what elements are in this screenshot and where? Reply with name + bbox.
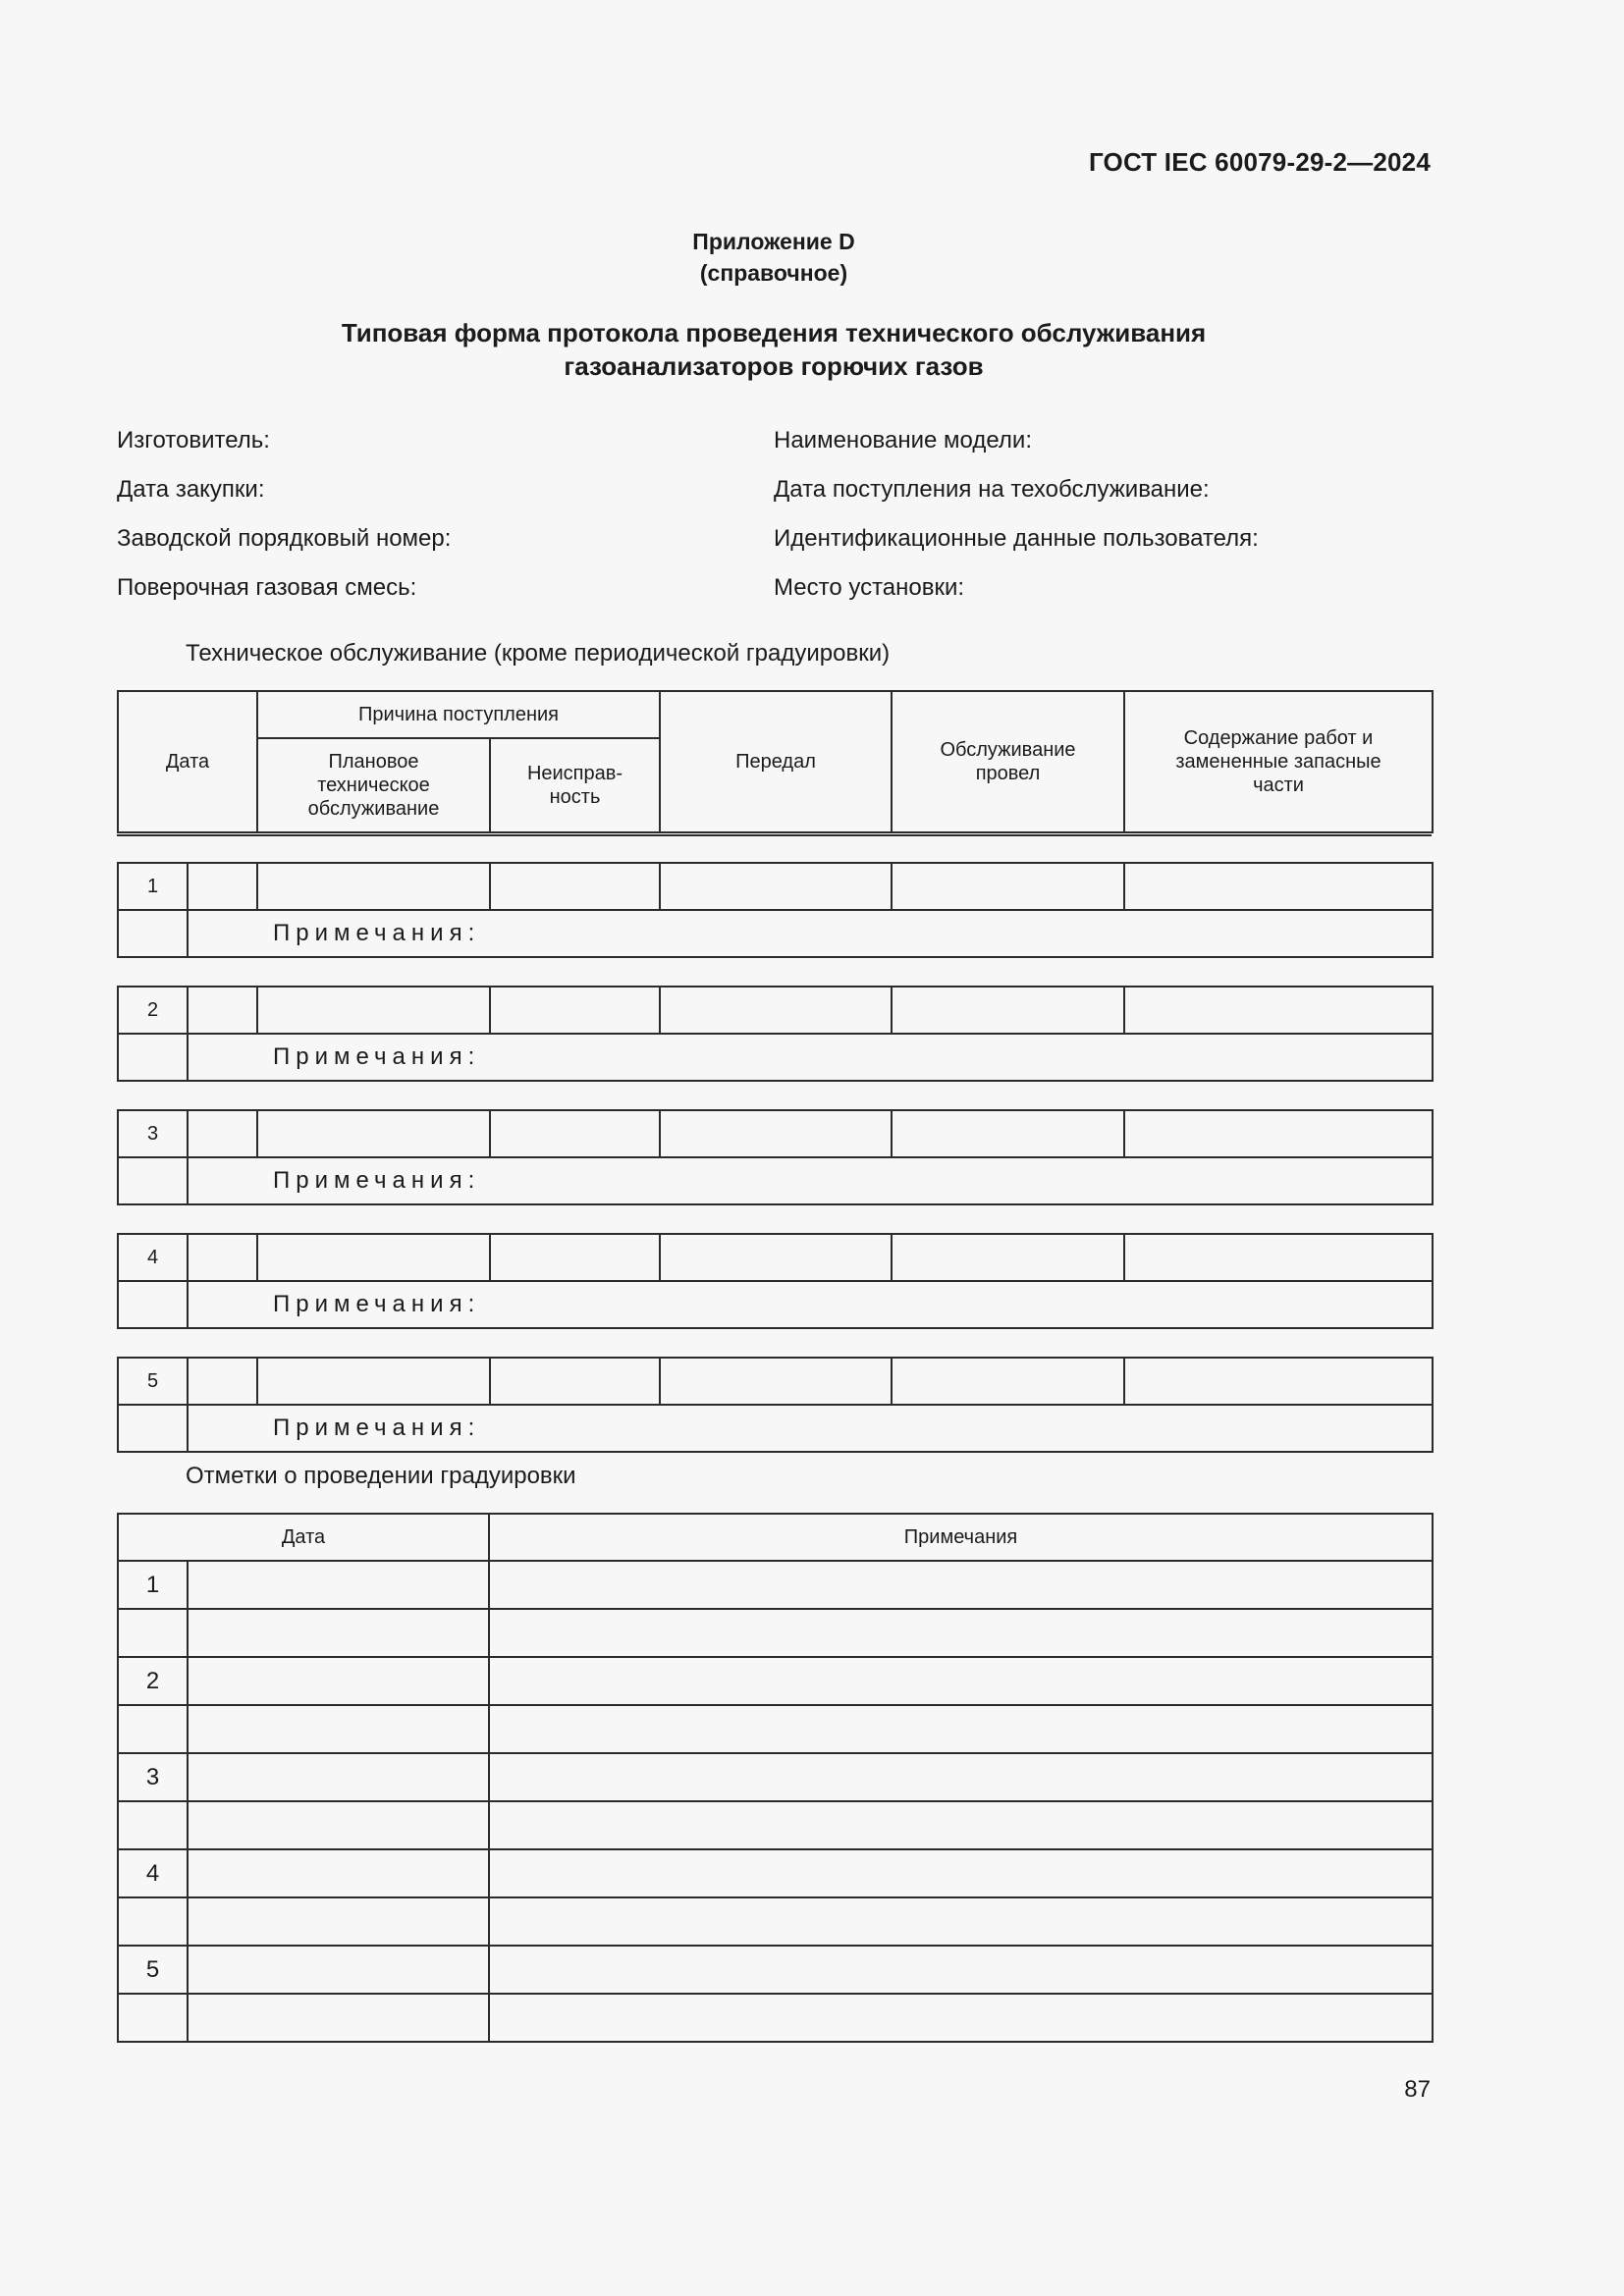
entry-notes[interactable]: Примечания: <box>188 910 1433 957</box>
calibration-date-cell[interactable] <box>188 1753 489 1801</box>
purchase-date-field: Дата закупки: <box>117 476 265 503</box>
calibration-column-date: Дата <box>118 1514 489 1561</box>
calibration-row-number: 3 <box>118 1753 188 1801</box>
maintenance-entry-4 <box>117 1233 1434 1329</box>
calibration-notes-cell[interactable] <box>489 1994 1433 2042</box>
calibration-blank-cell <box>118 1801 188 1849</box>
entry-notes[interactable]: Примечания: <box>188 1405 1433 1452</box>
title-line-1: Типовая форма протокола проведения технического обслуживания <box>341 318 1207 347</box>
column-work-content: Содержание работ и замененные запасные части <box>1124 691 1433 832</box>
location-field: Место установки: <box>774 574 965 601</box>
entry-fault-cell[interactable] <box>490 1110 660 1157</box>
calibration-date-cell[interactable] <box>188 1849 489 1897</box>
entry-date-cell[interactable] <box>188 1234 257 1281</box>
entry-blank-cell <box>118 1281 188 1328</box>
entry-handed-over-cell[interactable] <box>660 863 892 910</box>
entry-serviced-by-cell[interactable] <box>892 987 1124 1034</box>
appendix-type: (справочное) <box>699 260 848 286</box>
serial-number-field: Заводской порядковый номер: <box>117 525 452 552</box>
calibration-blank-cell <box>118 1705 188 1753</box>
entry-date-cell[interactable] <box>188 863 257 910</box>
entry-work-content-cell[interactable] <box>1124 987 1433 1034</box>
calibration-notes-cell[interactable] <box>489 1946 1433 1994</box>
entry-number: 1 <box>118 863 188 910</box>
column-fault: Неисправ-ность <box>490 738 660 832</box>
entry-handed-over-cell[interactable] <box>660 1358 892 1405</box>
maintenance-header-table <box>117 690 1434 833</box>
manufacturer-field: Изготовитель: <box>117 427 270 454</box>
calibration-row-number: 5 <box>118 1946 188 1994</box>
calibration-notes-cell[interactable] <box>489 1753 1433 1801</box>
header-divider <box>117 834 1432 836</box>
calibration-blank-cell <box>118 1609 188 1657</box>
calibration-table <box>117 1513 1434 2043</box>
appendix-heading <box>0 226 1547 289</box>
calibration-notes-cell[interactable] <box>489 1561 1433 1609</box>
calibration-date-cell[interactable] <box>188 1609 489 1657</box>
maintenance-entry-3 <box>117 1109 1434 1205</box>
calibration-notes-cell[interactable] <box>489 1609 1433 1657</box>
title-line-2: газоанализаторов горючих газов <box>564 351 984 381</box>
calibration-blank-cell <box>118 1897 188 1946</box>
calibration-row-number: 2 <box>118 1657 188 1705</box>
entry-serviced-by-cell[interactable] <box>892 1234 1124 1281</box>
calibration-blank-cell <box>118 1994 188 2042</box>
calibration-row-number: 4 <box>118 1849 188 1897</box>
calibration-row-number: 1 <box>118 1561 188 1609</box>
calibration-gas-field: Поверочная газовая смесь: <box>117 574 417 601</box>
entry-work-content-cell[interactable] <box>1124 863 1433 910</box>
entry-planned-cell[interactable] <box>257 987 490 1034</box>
entry-planned-cell[interactable] <box>257 1110 490 1157</box>
page-number: 87 <box>1404 2076 1431 2103</box>
entry-date-cell[interactable] <box>188 1110 257 1157</box>
entry-handed-over-cell[interactable] <box>660 1110 892 1157</box>
entry-planned-cell[interactable] <box>257 1234 490 1281</box>
entry-number: 4 <box>118 1234 188 1281</box>
column-handed-over: Передал <box>660 691 892 832</box>
entry-notes[interactable]: Примечания: <box>188 1281 1433 1328</box>
calibration-notes-cell[interactable] <box>489 1801 1433 1849</box>
entry-planned-cell[interactable] <box>257 1358 490 1405</box>
calibration-date-cell[interactable] <box>188 1946 489 1994</box>
entry-fault-cell[interactable] <box>490 1234 660 1281</box>
entry-fault-cell[interactable] <box>490 863 660 910</box>
calibration-section-title: Отметки о проведении градуировки <box>186 1463 576 1489</box>
calibration-notes-cell[interactable] <box>489 1705 1433 1753</box>
calibration-date-cell[interactable] <box>188 1561 489 1609</box>
calibration-date-cell[interactable] <box>188 1801 489 1849</box>
maintenance-entry-2 <box>117 986 1434 1082</box>
calibration-date-cell[interactable] <box>188 1897 489 1946</box>
entry-blank-cell <box>118 910 188 957</box>
entry-fault-cell[interactable] <box>490 987 660 1034</box>
entry-serviced-by-cell[interactable] <box>892 1110 1124 1157</box>
service-date-field: Дата поступления на техобслуживание: <box>774 476 1210 503</box>
entry-blank-cell <box>118 1034 188 1081</box>
model-name-field: Наименование модели: <box>774 427 1032 454</box>
entry-blank-cell <box>118 1405 188 1452</box>
entry-notes[interactable]: Примечания: <box>188 1034 1433 1081</box>
entry-handed-over-cell[interactable] <box>660 987 892 1034</box>
entry-work-content-cell[interactable] <box>1124 1358 1433 1405</box>
calibration-date-cell[interactable] <box>188 1994 489 2042</box>
standard-number: ГОСТ IEC 60079-29-2—2024 <box>1088 147 1431 177</box>
column-serviced-by: Обслуживание провел <box>892 691 1124 832</box>
maintenance-entry-1 <box>117 862 1434 958</box>
entry-serviced-by-cell[interactable] <box>892 1358 1124 1405</box>
calibration-notes-cell[interactable] <box>489 1849 1433 1897</box>
calibration-column-notes: Примечания <box>489 1514 1433 1561</box>
entry-number: 2 <box>118 987 188 1034</box>
entry-number: 3 <box>118 1110 188 1157</box>
entry-date-cell[interactable] <box>188 987 257 1034</box>
entry-notes[interactable]: Примечания: <box>188 1157 1433 1204</box>
entry-fault-cell[interactable] <box>490 1358 660 1405</box>
column-reason: Причина поступления <box>257 691 660 738</box>
entry-planned-cell[interactable] <box>257 863 490 910</box>
entry-number: 5 <box>118 1358 188 1405</box>
column-planned: Плановое техническое обслуживание <box>257 738 490 832</box>
maintenance-entry-5 <box>117 1357 1434 1453</box>
entry-work-content-cell[interactable] <box>1124 1234 1433 1281</box>
maintenance-section-title: Техническое обслуживание (кроме периодической градуировки) <box>186 640 891 667</box>
entry-blank-cell <box>118 1157 188 1204</box>
column-date: Дата <box>118 691 257 832</box>
calibration-date-cell[interactable] <box>188 1657 489 1705</box>
entry-serviced-by-cell[interactable] <box>892 863 1124 910</box>
calibration-notes-cell[interactable] <box>489 1657 1433 1705</box>
entry-date-cell[interactable] <box>188 1358 257 1405</box>
page-title <box>0 316 1547 383</box>
calibration-notes-cell[interactable] <box>489 1897 1433 1946</box>
appendix-label: Приложение D <box>692 229 855 254</box>
entry-handed-over-cell[interactable] <box>660 1234 892 1281</box>
entry-work-content-cell[interactable] <box>1124 1110 1433 1157</box>
calibration-date-cell[interactable] <box>188 1705 489 1753</box>
user-id-field: Идентификационные данные пользователя: <box>774 525 1259 552</box>
